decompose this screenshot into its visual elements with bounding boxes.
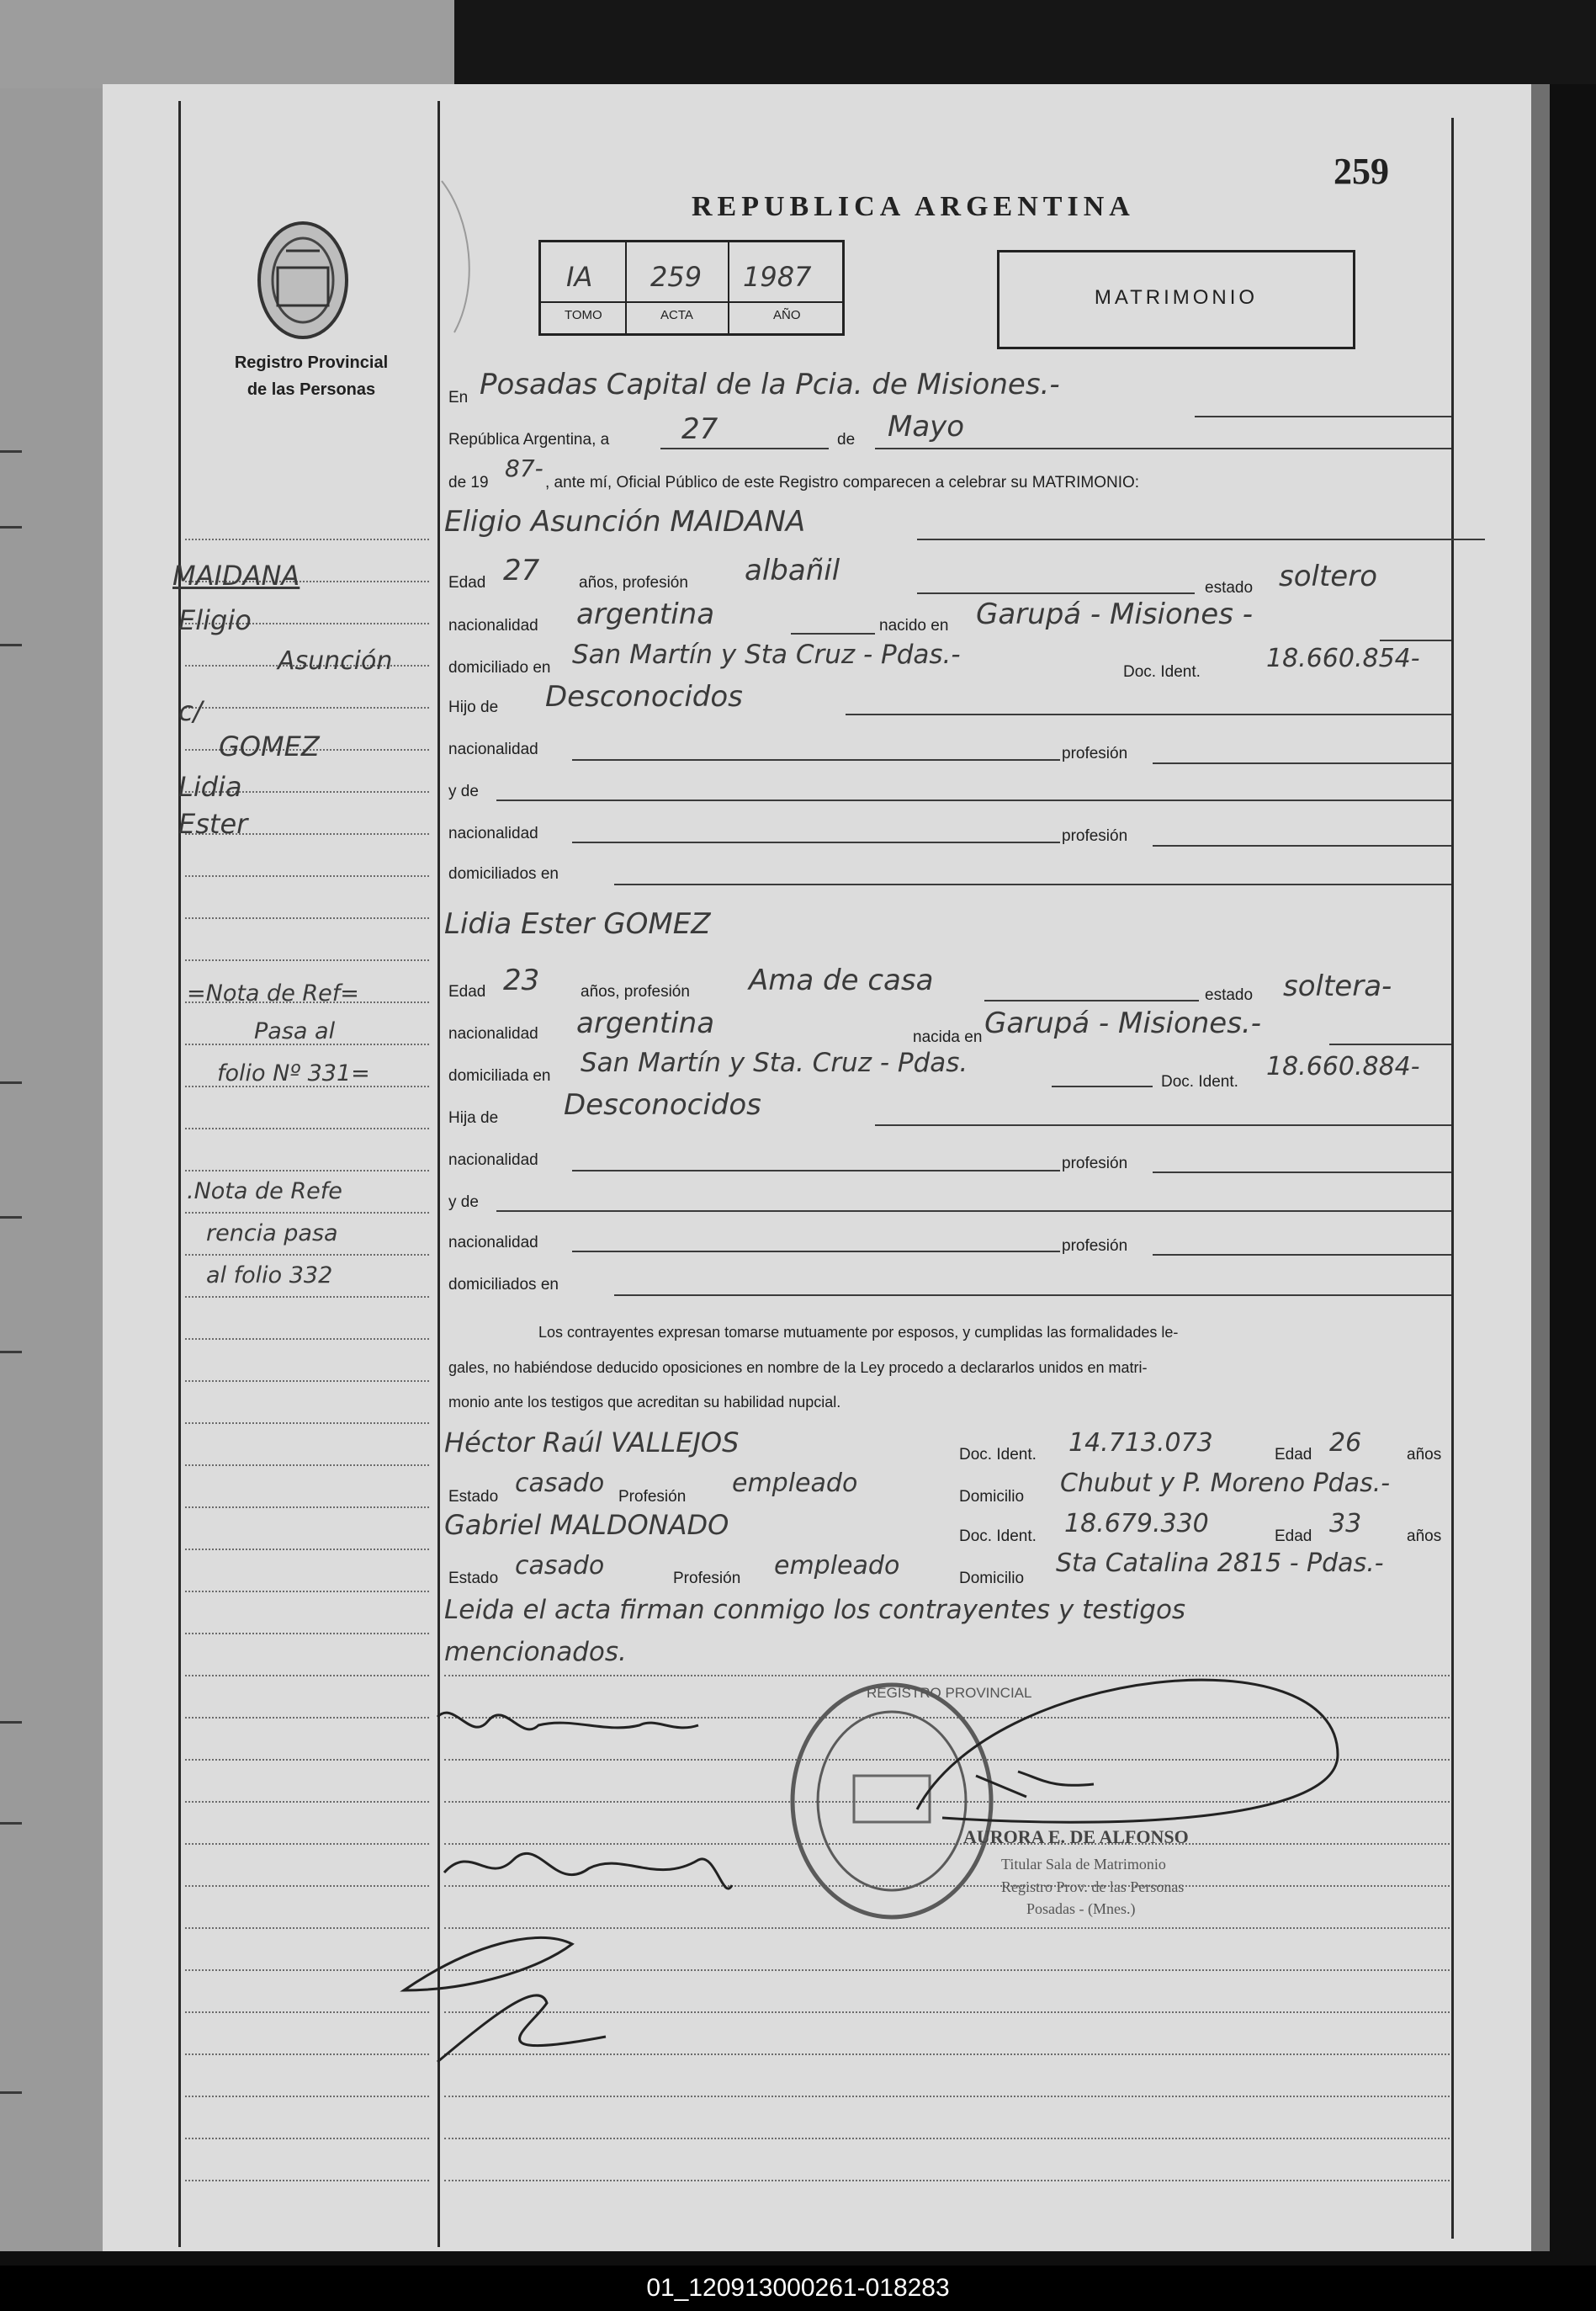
groom-nacionalidad: argentina (576, 598, 715, 631)
groom-nacido-en: Garupá - Misiones - (976, 598, 1254, 631)
groom-full-name: Eligio Asunción MAIDANA (444, 505, 806, 539)
bride-full-name: Lidia Ester GOMEZ (444, 907, 711, 941)
bride-nacida-en: Garupá - Misiones.- (984, 1007, 1262, 1040)
witness1-edad-label: Edad (1275, 1446, 1312, 1464)
bride-profesion: Ama de casa (749, 964, 934, 997)
groom-dom-label: domiciliado en (448, 659, 551, 677)
margin-bride-name1: Lidia (178, 771, 242, 803)
groom-prof2-label: profesión (1062, 745, 1128, 762)
groom-hijo-label: Hijo de (448, 699, 499, 716)
registry-line1: Registro Provincial (234, 353, 389, 372)
bride-domicilio: San Martín y Sta. Cruz - Pdas. (581, 1048, 968, 1078)
tomo-label: TOMO (565, 308, 602, 322)
groom-profesion: albañil (745, 554, 840, 587)
bride-signature (444, 1853, 732, 1889)
bride-nacida-label: nacida en (913, 1028, 983, 1046)
acta-label: ACTA (660, 308, 693, 322)
year-prefix: de 19 (448, 474, 489, 491)
de-label: de (837, 431, 856, 449)
pencil-mark (442, 181, 469, 332)
witness1-domicilio-label: Domicilio (959, 1488, 1025, 1506)
declaration-line2: gales, no habiéndose deducido oposiciones en nombre de la Ley procedo a declararlos unidos en matri- (448, 1359, 1148, 1376)
official-title: Titular Sala de Matrimonio (1001, 1856, 1166, 1873)
en-label: En (448, 389, 469, 406)
margin-note1-line2: Pasa al (254, 1018, 336, 1044)
witness1-profesion-label: Profesión (618, 1488, 687, 1506)
bride-doc-label: Doc. Ident. (1161, 1073, 1238, 1091)
comparecencia-text: , ante mí, Oficial Público de este Registro comparecen a celebrar su MATRIMONIO: (545, 474, 1140, 491)
witness1-estado-label: Estado (448, 1488, 499, 1506)
bride-doc: 18.660.884- (1266, 1052, 1420, 1081)
groom-prof3-label: profesión (1062, 827, 1128, 845)
bride-estado-label: estado (1205, 986, 1254, 1004)
witness2-profesion-label: Profesión (673, 1570, 741, 1587)
year-suffix: 87- (505, 454, 543, 482)
bride-edad-label: Edad (448, 983, 486, 1001)
bride-domiciliados-label: domiciliados en (448, 1276, 559, 1294)
groom-domicilio: San Martín y Sta Cruz - Pdas.- (572, 640, 961, 670)
groom-signature (437, 1713, 698, 1729)
groom-edad-label: Edad (448, 574, 486, 592)
official-name: AURORA E. DE ALFONSO (963, 1826, 1189, 1847)
bride-edad: 23 (503, 964, 540, 997)
margin-note1-line1: =Nota de Ref= (187, 980, 359, 1007)
margin-bride-surname: GOMEZ (219, 730, 320, 762)
witness1-anos-label: años (1407, 1446, 1442, 1464)
witness2-estado-label: Estado (448, 1570, 499, 1587)
witness2-doc-label: Doc. Ident. (959, 1527, 1037, 1545)
witness2-edad-label: Edad (1275, 1527, 1312, 1545)
groom-nac3-label: nacionalidad (448, 825, 538, 842)
margin-note2-line3: al folio 332 (206, 1262, 333, 1288)
lugar-value: Posadas Capital de la Pcia. de Misiones.- (480, 368, 1060, 401)
closing-line2: mencionados. (444, 1637, 627, 1667)
official-signature (917, 1680, 1338, 1822)
declaration-line1: Los contrayentes expresan tomarse mutuamente por esposos, y cumplidas las formalidades le- (538, 1324, 1179, 1341)
witness2-domicilio-label: Domicilio (959, 1570, 1025, 1587)
witness2-estado: casado (515, 1551, 605, 1581)
margin-bride-name2: Ester (178, 808, 248, 840)
witness1-doc-label: Doc. Ident. (959, 1446, 1037, 1464)
groom-domiciliados-label: domiciliados en (448, 865, 559, 883)
witness1-profesion: empleado (732, 1469, 858, 1498)
witness2-edad: 33 (1329, 1509, 1362, 1538)
bride-hija-label: Hija de (448, 1109, 499, 1127)
bride-nacionalidad: argentina (576, 1007, 715, 1040)
witness2-profesion: empleado (774, 1551, 900, 1581)
closing-line1: Leida el acta firman conmigo los contrayentes y testigos (444, 1595, 1186, 1625)
witness1-edad: 26 (1329, 1428, 1362, 1458)
margin-connector: c/ (178, 695, 203, 727)
witness2-anos-label: años (1407, 1527, 1442, 1545)
groom-estado: soltero (1279, 560, 1377, 593)
groom-edad: 27 (503, 554, 540, 587)
groom-estado-label: estado (1205, 579, 1254, 597)
margin-note1-line3: folio Nº 331= (217, 1060, 370, 1086)
tomo-value: IA (566, 261, 593, 293)
bride-nac-label: nacionalidad (448, 1025, 538, 1043)
margin-groom-name1: Eligio (178, 604, 252, 636)
groom-padres: Desconocidos (545, 680, 743, 714)
day-value: 27 (681, 412, 718, 446)
page-title: REPUBLICA ARGENTINA (692, 191, 1135, 222)
margin-note2-line1: .Nota de Refe (187, 1178, 342, 1204)
bride-prof2-label: profesión (1062, 1155, 1128, 1172)
margin-groom-name2: Asunción (278, 646, 393, 676)
bride-prof3-label: profesión (1062, 1237, 1128, 1255)
groom-nac2-label: nacionalidad (448, 741, 538, 758)
groom-prof-label: años, profesión (579, 574, 688, 592)
bride-nac2-label: nacionalidad (448, 1151, 538, 1169)
registry-line2: de las Personas (247, 380, 376, 399)
witness1-doc: 14.713.073 (1068, 1428, 1213, 1458)
bride-estado: soltera- (1283, 970, 1392, 1003)
groom-nacido-label: nacido en (879, 617, 949, 635)
witness1-domicilio: Chubut y P. Moreno Pdas.- (1060, 1469, 1391, 1498)
witness2-signature (437, 1995, 606, 2062)
official-registry: Registro Prov. de las Personas (1001, 1878, 1185, 1895)
groom-nac-label: nacionalidad (448, 617, 538, 635)
page-number: 259 (1334, 151, 1389, 192)
groom-yde-label: y de (448, 783, 479, 800)
witness2-name: Gabriel MALDONADO (444, 1509, 729, 1541)
witness2-domicilio: Sta Catalina 2815 - Pdas.- (1056, 1549, 1384, 1578)
ano-label: AÑO (773, 308, 801, 322)
witness1-signature (404, 1937, 572, 1990)
record-type: MATRIMONIO (1094, 286, 1259, 309)
groom-doc-label: Doc. Ident. (1123, 663, 1201, 681)
official-location: Posadas - (Mnes.) (1026, 1900, 1136, 1917)
margin-note2-line2: rencia pasa (206, 1220, 338, 1246)
acta-value: 259 (650, 261, 703, 293)
ano-value: 1987 (743, 261, 812, 293)
witness1-estado: casado (515, 1469, 605, 1498)
declaration-line3: monio ante los testigos que acreditan su habilidad nupcial. (448, 1394, 841, 1411)
month-value: Mayo (888, 410, 965, 444)
groom-doc: 18.660.854- (1266, 644, 1420, 673)
margin-groom-surname: MAIDANA (172, 560, 300, 592)
stamp-ring-text: REGISTRO PROVINCIAL (867, 1685, 1032, 1701)
bride-dom-label: domiciliada en (448, 1067, 551, 1085)
bride-nac3-label: nacionalidad (448, 1234, 538, 1251)
witness1-name: Héctor Raúl VALLEJOS (444, 1426, 740, 1458)
image-caption: 01_120913000261-018283 (0, 2266, 1596, 2311)
republica-label: República Argentina, a (448, 431, 610, 449)
bride-prof-label: años, profesión (581, 983, 690, 1001)
official-signature-detail (976, 1772, 1094, 1797)
bride-yde-label: y de (448, 1193, 479, 1211)
bride-padres: Desconocidos (564, 1088, 761, 1122)
witness2-doc: 18.679.330 (1064, 1509, 1209, 1538)
